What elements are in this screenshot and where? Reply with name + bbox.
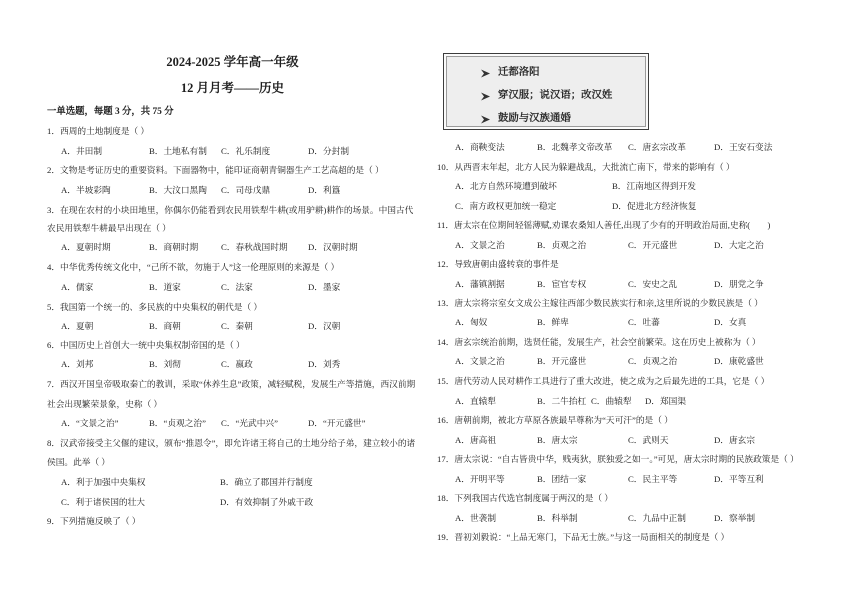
q14-option-a: A．文景之治 [455,356,505,366]
q11-option-a: A．文景之治 [455,240,505,250]
q9-option-d: D．王安石变法 [714,142,773,152]
q18-option-c: C．九品中正制 [628,513,686,523]
question-9-figure [443,53,649,130]
section-heading: 一单选题，每题 3 分，共 75 分 [47,107,174,117]
q9-option-b: B．北魏孝文帝改革 [537,142,613,152]
q15-option-b: B．二牛抬杠 [537,396,587,406]
question-12-stem: 12．导致唐朝由盛转衰的事件是 [437,259,559,269]
q7-option-a: A．“文景之治” [61,418,119,428]
q7-option-b: B．“贞观之治” [149,418,206,428]
q5-option-b: B．商朝 [149,321,181,331]
question-8-stem: 8．汉武帝接受主父偃的建议，颁布“推恩令”，即允许诸王将自己的土地分给子弟，建立较小的诸 [47,438,416,448]
q13-option-a: A．匈奴 [455,317,488,327]
q6-option-a: A．刘邦 [61,359,94,369]
q2-option-c: C．司母戊鼎 [221,185,271,195]
question-15-stem: 15．唐代劳动人民对耕作工具进行了重大改进，使之成为之后最先进的工具，它是（ ） [437,376,770,386]
q4-option-a: A．儒家 [61,282,94,292]
q11-option-b: B．贞观之治 [537,240,587,250]
figure-item: 迁都洛阳 [498,67,540,78]
question-13-stem: 13．唐太宗将宗室女文成公主嫁往西部少数民族实行和亲,这里所说的少数民族是（ ） [437,298,763,308]
question-9-stem: 9．下列措施反映了（ ） [47,516,141,526]
q15-option-a: A．直辕犁 [455,396,497,406]
question-3-stem-cont: 农民用铁犁牛耕最早出现在（ ） [47,223,171,233]
q11-option-c: C．开元盛世 [628,240,678,250]
q8-option-d: D．有效抑制了外戚干政 [220,497,314,507]
question-2-stem: 2．文物是考证历史的重要资料。下面器物中，能印证商朝青铜器生产工艺高超的是（ ） [47,165,384,175]
question-6-stem: 6．中国历史上首创大一统中央集权制帝国的是（ ） [47,340,245,350]
q1-option-b: B．土地私有制 [149,146,207,156]
q12-option-d: D．朋党之争 [714,279,764,289]
q1-option-c: C．礼乐制度 [221,146,271,156]
q13-option-b: B．鲜卑 [537,317,569,327]
question-17-stem: 17．唐太宗说：“自古皆贵中华，贱夷狄，朕独爱之如一。”可见，唐太宗时期的民族政策是（ ） [437,454,799,464]
q2-option-a: A．半坡彩陶 [61,185,111,195]
question-18-stem: 18．下列我国古代选官制度属于两汉的是（ ） [437,493,613,503]
q16-option-a: A．唐高祖 [455,435,497,445]
q13-option-d: D．女真 [714,317,747,327]
question-11-stem: 11．唐太宗在位期间轻徭薄赋,劝课农桑知人善任,出现了少有的开明政治局面,史称( ) [437,220,771,230]
q17-option-d: D．平等互利 [714,474,764,484]
q8-option-a: A．利于加强中央集权 [61,477,146,487]
q12-option-a: A．藩镇割据 [455,279,505,289]
q9-option-a: A．商鞅变法 [455,142,505,152]
question-3-stem: 3．在现在农村的小块田地里，你偶尔仍能看到农民用铁犁牛耕(或用驴耕)耕作的场景。中国古代 [47,205,414,215]
figure-item: 穿汉服；说汉语；改汉姓 [498,90,613,101]
question-19-stem: 19．晋初刘毅说：“上品无寒门，下品无士族。”与这一局面相关的制度是（ ） [437,532,730,542]
q13-option-c: C．吐蕃 [628,317,660,327]
q4-option-b: B．道家 [149,282,181,292]
q11-option-d: D．大定之治 [714,240,764,250]
exam-title: 2024-2025 学年高一年级 [166,55,299,69]
q16-option-b: B．唐太宗 [537,435,578,445]
q16-option-d: D．唐玄宗 [714,435,756,445]
arrow-bullet-icon [481,92,490,101]
q6-option-b: B．刘彻 [149,359,181,369]
q7-option-d: D．“开元盛世” [308,418,366,428]
q5-option-a: A．夏朝 [61,321,94,331]
q2-option-b: B．大汶口黑陶 [149,185,207,195]
q7-option-c: C．“光武中兴” [221,418,278,428]
q10-option-c: C．南方政权更加统一稳定 [455,201,557,211]
question-1-stem: 1．西周的土地制度是（ ） [47,126,150,136]
exam-subtitle: 12 月月考——历史 [180,81,285,95]
q9-option-c: C．唐玄宗改革 [628,142,686,152]
arrow-bullet-icon [481,69,490,78]
q6-option-d: D．刘秀 [308,359,341,369]
q5-option-c: C．秦朝 [221,321,253,331]
q6-option-c: C．嬴政 [221,359,253,369]
q15-option-d: D．郑国渠 [645,396,687,406]
arrow-bullet-icon [481,115,490,124]
q2-option-d: D．利簋 [308,185,341,195]
q8-option-b: B．确立了郡国并行制度 [220,477,313,487]
q3-option-b: B．商朝时期 [149,242,199,252]
q17-option-a: A．开明平等 [455,474,505,484]
q12-option-c: C．安史之乱 [628,279,678,289]
q18-option-b: B．科举制 [537,513,578,523]
q4-option-c: C．法家 [221,282,253,292]
question-10-stem: 10．从西晋末年起，北方人民为躲避战乱，大批流亡南下，带来的影响有（ ） [437,162,735,172]
q1-option-a: A．井田制 [61,146,103,156]
question-7-stem-cont: 社会出现繁荣景象，史称（ ） [47,399,163,409]
question-16-stem: 16．唐朝前期，被北方草原各族最早尊称为“天可汗”的是（ ） [437,415,673,425]
q14-option-b: B．开元盛世 [537,356,587,366]
q14-option-c: C．贞观之治 [628,356,678,366]
question-4-stem: 4．中华优秀传统文化中，“己所不欲，勿施于人”这一伦理原则的来源是（ ） [47,262,340,272]
question-14-stem: 14．唐玄宗统治前期，选贤任能，发展生产，社会空前繁荣。这在历史上被称为（ ） [437,337,761,347]
figure-item: 鼓励与汉族通婚 [498,113,571,124]
q8-option-c: C．利于诸侯国的壮大 [61,497,145,507]
question-7-stem: 7．西汉开国皇帝吸取秦亡的教训，采取“休养生息”政策，减轻赋税，发展生产等措施，西汉前期 [47,379,416,389]
q5-option-d: D．汉朝 [308,321,341,331]
q1-option-d: D．分封制 [308,146,350,156]
q17-option-b: B．团结一家 [537,474,587,484]
q10-option-b: B．江南地区得到开发 [612,181,696,191]
q14-option-d: D．康乾盛世 [714,356,764,366]
q17-option-c: C．民主平等 [628,474,678,484]
q4-option-d: D．墨家 [308,282,341,292]
question-8-stem-cont: 侯国。此举（ ） [47,457,110,467]
q10-option-d: D．促进北方经济恢复 [612,201,697,211]
q15-option-c: C．曲辕犁 [591,396,632,406]
q18-option-d: D．察举制 [714,513,756,523]
q3-option-c: C．春秋战国时期 [221,242,288,252]
q18-option-a: A．世袭制 [455,513,497,523]
q16-option-c: C．武则天 [628,435,669,445]
q3-option-d: D．汉朝时期 [308,242,358,252]
q10-option-a: A．北方自然环境遭到破坏 [455,181,557,191]
q12-option-b: B．宦官专权 [537,279,587,289]
question-5-stem: 5．我国第一个统一的、多民族的中央集权的朝代是（ ） [47,302,263,312]
q3-option-a: A．夏朝时期 [61,242,111,252]
